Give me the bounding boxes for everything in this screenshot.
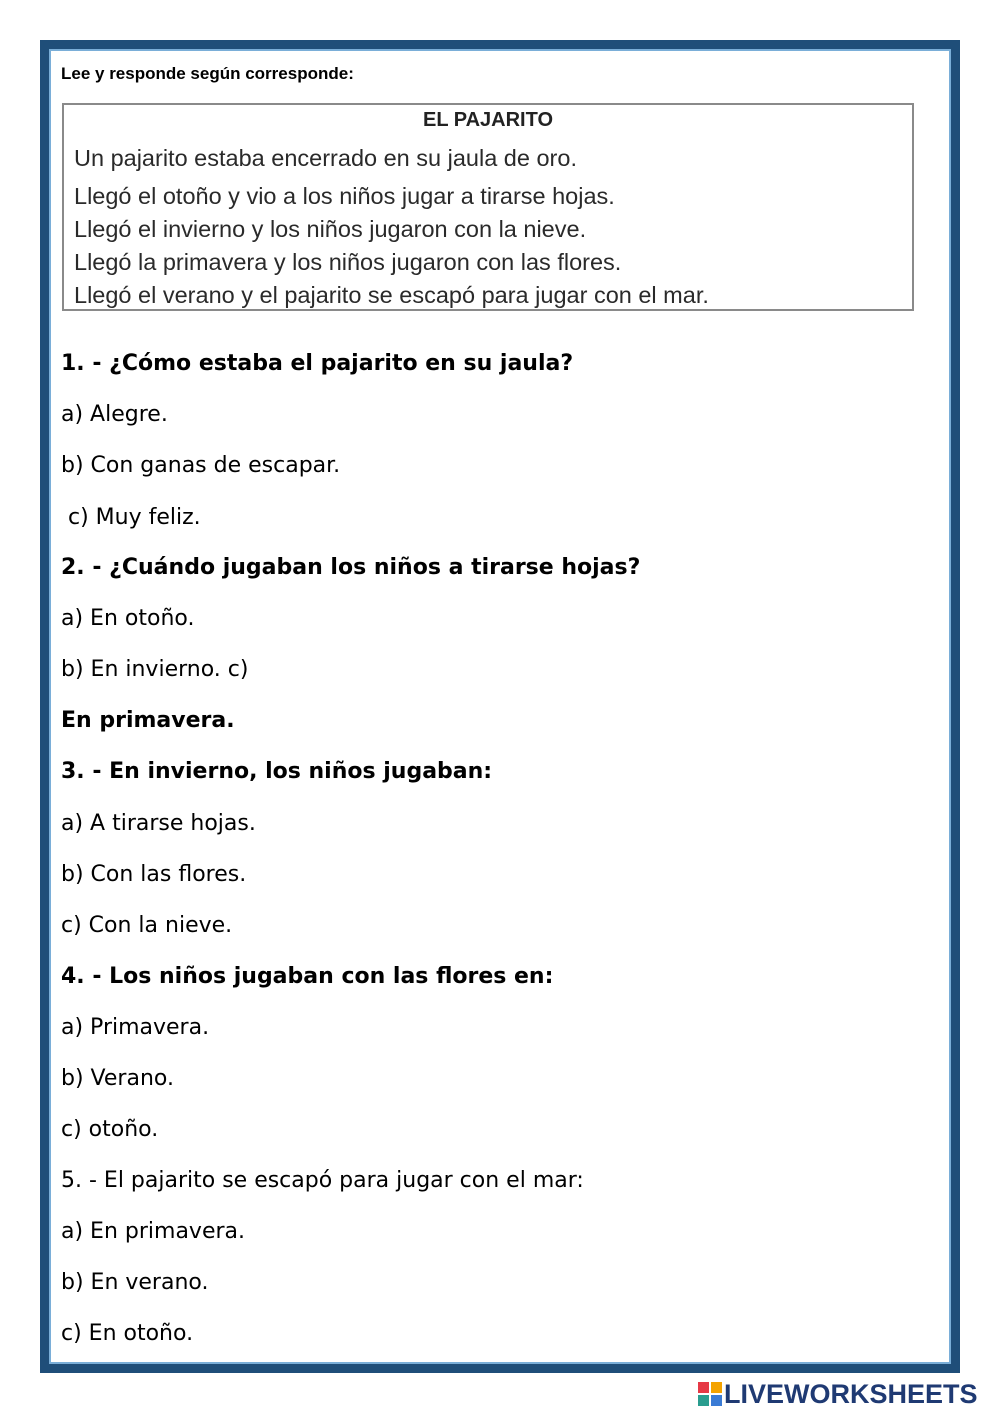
logo-text: LIVEWORKSHEETS bbox=[724, 1378, 978, 1409]
story-line: Llegó el invierno y los niños jugaron con la nieve. bbox=[74, 216, 587, 242]
q5-option-b[interactable]: b) En verano. bbox=[61, 1270, 209, 1295]
question-1: 1. - ¿Cómo estaba el pajarito en su jaula? bbox=[61, 351, 574, 376]
story-line: Llegó la primavera y los niños jugaron con las flores. bbox=[74, 249, 622, 275]
q2-option-c[interactable]: En primavera. bbox=[61, 708, 235, 733]
story-line: Llegó el verano y el pajarito se escapó para jugar con el mar. bbox=[74, 282, 709, 308]
q2-option-a[interactable]: a) En otoño. bbox=[61, 606, 195, 631]
q3-option-a[interactable]: a) A tirarse hojas. bbox=[61, 811, 256, 836]
q5-option-c[interactable]: c) En otoño. bbox=[61, 1321, 194, 1346]
instruction-text: Lee y responde según corresponde: bbox=[61, 64, 354, 83]
story-title: EL PAJARITO bbox=[422, 109, 554, 131]
q4-option-a[interactable]: a) Primavera. bbox=[61, 1015, 210, 1040]
q1-option-a[interactable]: a) Alegre. bbox=[61, 402, 168, 427]
liveworksheets-logo bbox=[698, 1380, 978, 1408]
story-line: Un pajarito estaba encerrado en su jaula de oro. bbox=[74, 145, 577, 171]
story-box bbox=[62, 103, 914, 311]
question-3: 3. - En invierno, los niños jugaban: bbox=[61, 759, 493, 784]
question-5: 5. - El pajarito se escapó para jugar con el mar: bbox=[61, 1168, 584, 1193]
q3-option-b[interactable]: b) Con las flores. bbox=[61, 862, 247, 887]
question-2: 2. - ¿Cuándo jugaban los niños a tirarse hojas? bbox=[61, 555, 641, 580]
q1-option-b[interactable]: b) Con ganas de escapar. bbox=[61, 453, 341, 478]
liveworksheets-logo-icon bbox=[698, 1382, 722, 1406]
question-4: 4. - Los niños jugaban con las flores en: bbox=[61, 964, 554, 989]
q2-option-b[interactable]: b) En invierno. c) bbox=[61, 657, 249, 682]
q5-option-a[interactable]: a) En primavera. bbox=[61, 1219, 246, 1244]
q4-option-b[interactable]: b) Verano. bbox=[61, 1066, 174, 1091]
story-line: Llegó el otoño y vio a los niños jugar a tirarse hojas. bbox=[74, 183, 615, 209]
q3-option-c[interactable]: c) Con la nieve. bbox=[61, 913, 233, 938]
q1-option-c[interactable]: c) Muy feliz. bbox=[61, 505, 201, 530]
q4-option-c[interactable]: c) otoño. bbox=[61, 1117, 159, 1142]
